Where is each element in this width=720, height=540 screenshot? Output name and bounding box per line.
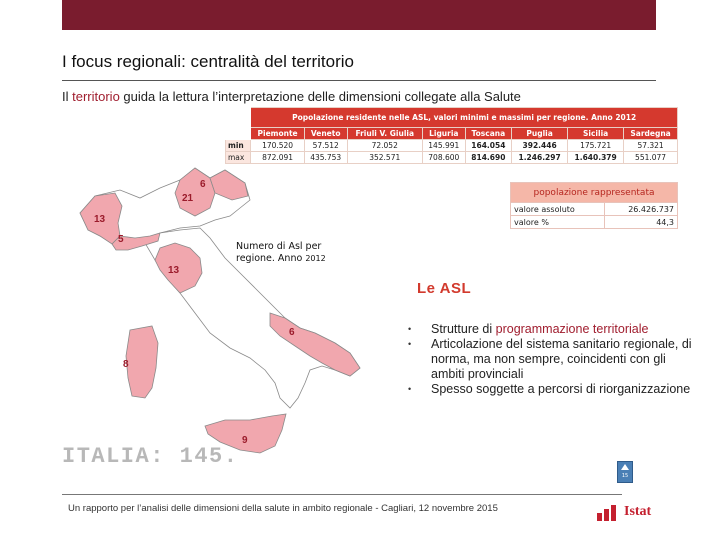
- subtitle-highlight: territorio: [72, 89, 120, 104]
- represented-population-table: [510, 182, 678, 229]
- slide-nav-button[interactable]: [617, 461, 633, 483]
- subtitle-part2: guida la lettura l’interpretazione delle dimensioni collegate alla Salute: [119, 89, 521, 104]
- bullet-highlight: programmazione territoriale: [495, 322, 649, 336]
- map-caption: [236, 241, 326, 265]
- row-label: valore %: [511, 216, 605, 229]
- subtitle-part1: Il: [62, 89, 73, 104]
- top-color-band: [62, 0, 656, 30]
- table-cell: 164.054: [465, 140, 511, 152]
- count-lombardia: 21: [182, 193, 194, 204]
- column-header: Veneto: [304, 128, 347, 140]
- map-caption-line2: [236, 253, 326, 265]
- bullet-text: Strutture di: [431, 322, 496, 336]
- logo-text: Istat: [624, 504, 652, 519]
- region-sardegna: [126, 326, 158, 398]
- table-cell: 170.520: [251, 140, 305, 152]
- row-label: min: [226, 140, 251, 152]
- asl-bullet-list: [405, 322, 695, 397]
- list-item: • Articolazione del sistema sanitario regionale, di norma, ma non sempre, coincidenti con gli ambiti provinciali: [405, 337, 695, 382]
- slide-title: I focus regionali: centralità del territorio: [62, 52, 354, 71]
- map-caption-text: regione. Anno: [236, 253, 303, 264]
- table-cell: 872.091: [251, 152, 305, 164]
- up-arrow-icon: [621, 464, 629, 470]
- count-piemonte: 13: [94, 214, 106, 225]
- table-cell: 1.246.297: [512, 152, 568, 164]
- istat-mark-icon: [597, 504, 623, 521]
- table-row: [511, 203, 678, 216]
- count-liguria: 5: [118, 234, 124, 245]
- table-cell: 814.690: [465, 152, 511, 164]
- count-sicilia: 9: [242, 435, 248, 446]
- list-item: [405, 322, 695, 337]
- column-header: Piemonte: [251, 128, 305, 140]
- table-cell: 57.321: [624, 140, 678, 152]
- table-row: [226, 152, 678, 164]
- represented-table-title: popolazione rappresentata: [511, 183, 678, 203]
- table-cell: 44,3: [604, 216, 677, 229]
- table-cell: 72.052: [347, 140, 422, 152]
- column-header: Sardegna: [624, 128, 678, 140]
- column-header: Sicilia: [568, 128, 624, 140]
- table-cell: 551.077: [624, 152, 678, 164]
- map-caption-year: 2012: [305, 254, 326, 263]
- table-row: [511, 216, 678, 229]
- count-veneto: 6: [200, 179, 206, 190]
- footer-divider: [62, 494, 622, 495]
- count-toscana: 13: [168, 265, 180, 276]
- row-label: valore assoluto: [511, 203, 605, 216]
- italia-total-label: ITALIA: 145.: [62, 444, 239, 469]
- table-cell: 57.512: [304, 140, 347, 152]
- table-cell: 708.600: [422, 152, 465, 164]
- table-cell: 392.446: [512, 140, 568, 152]
- table-cell: 145.991: [422, 140, 465, 152]
- table-row: [226, 140, 678, 152]
- asl-heading: Le ASL: [417, 280, 472, 297]
- map-caption-line1: Numero di Asl per: [236, 241, 322, 252]
- table-cell: 435.753: [304, 152, 347, 164]
- column-header: Liguria: [422, 128, 465, 140]
- slide-subtitle: [62, 89, 521, 104]
- istat-logo: [597, 501, 657, 523]
- region-veneto: [175, 168, 215, 216]
- population-table-title: Popolazione residente nelle ASL, valori minimi e massimi per regione. Anno 2012: [251, 108, 678, 128]
- population-table: [225, 107, 678, 164]
- table-cell: 352.571: [347, 152, 422, 164]
- table-corner: [226, 108, 251, 128]
- footer-text: Un rapporto per l’analisi delle dimensioni della salute in ambito regionale - Cagliari, 12 novembre 2015: [68, 503, 498, 514]
- count-puglia: 6: [289, 327, 295, 338]
- list-item: • Spesso soggette a percorsi di riorganizzazione: [405, 382, 695, 397]
- page-number: 15: [621, 473, 629, 479]
- table-cell: 175.721: [568, 140, 624, 152]
- count-sardegna: 8: [123, 359, 129, 370]
- column-header: Toscana: [465, 128, 511, 140]
- table-corner: [226, 128, 251, 140]
- table-cell: 26.426.737: [604, 203, 677, 216]
- table-cell: 1.640.379: [568, 152, 624, 164]
- row-label: max: [226, 152, 251, 164]
- column-header: Friuli V. Giulia: [347, 128, 422, 140]
- column-header: Puglia: [512, 128, 568, 140]
- title-divider: [62, 80, 656, 81]
